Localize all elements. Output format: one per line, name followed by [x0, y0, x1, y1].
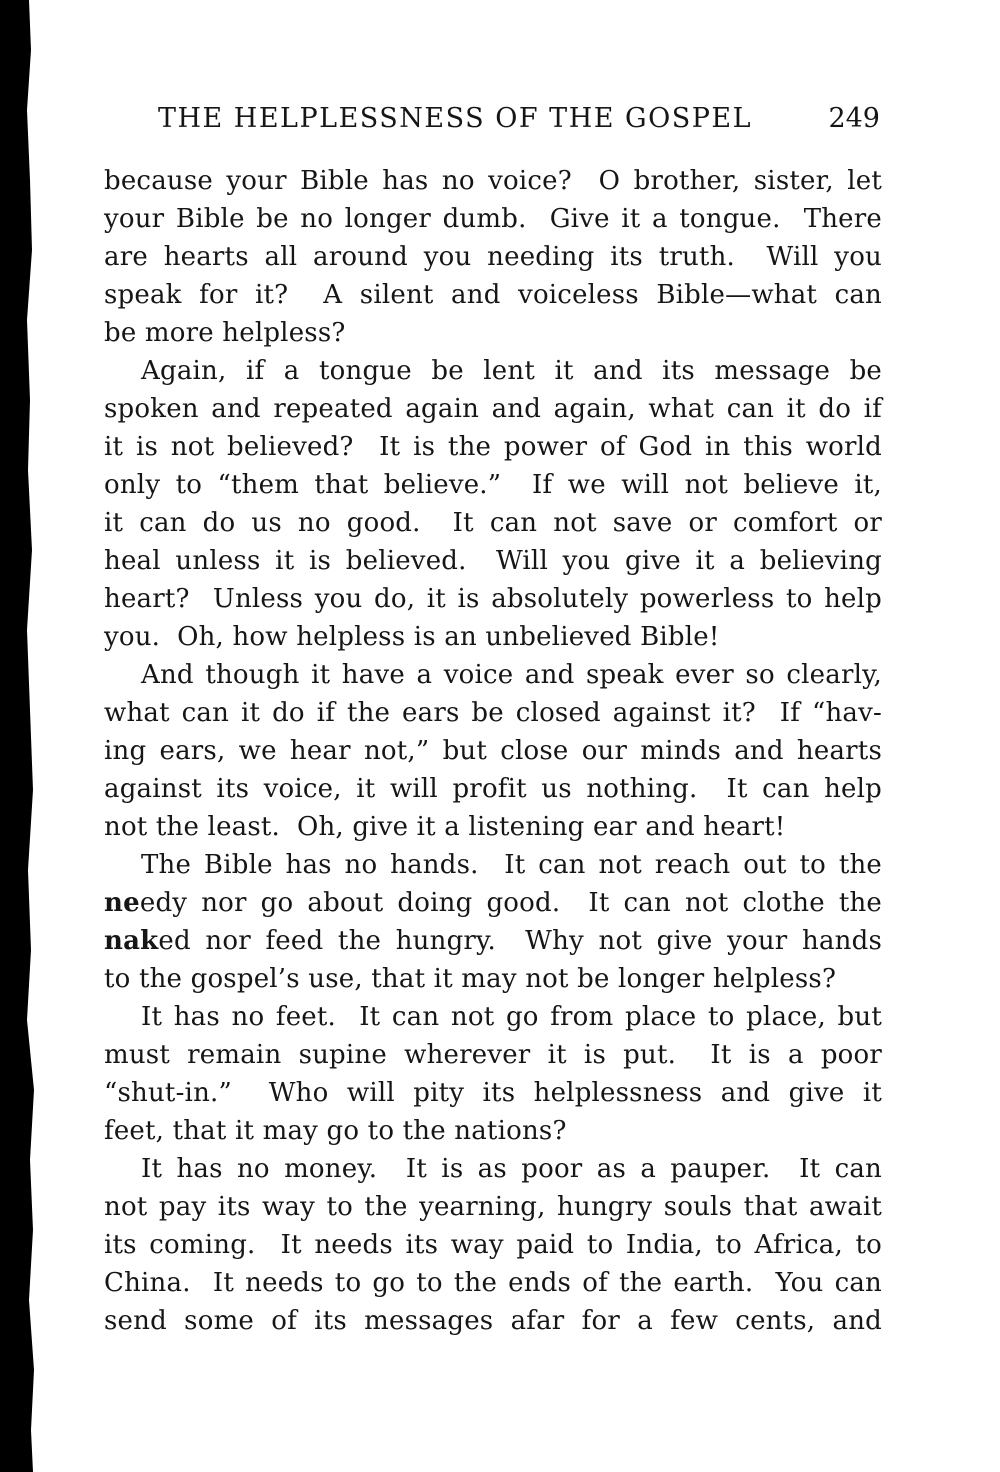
- text-line: not pay its way to the yearning, hungry souls that await: [104, 1192, 882, 1222]
- text-line: The Bible has no hands. It can not reach out to the: [141, 850, 882, 880]
- text-line: speak for it? A silent and voiceless Bible—what can: [104, 280, 882, 310]
- text-line: because your Bible has no voice? O brother, sister, let: [104, 166, 882, 196]
- paragraph: [104, 352, 882, 656]
- paragraph: [104, 162, 882, 352]
- text-line: naked nor feed the hungry. Why not give your hands: [104, 926, 882, 956]
- text-line: feet, that it may go to the nations?: [104, 1116, 567, 1146]
- text-line: Again, if a tongue be lent it and its message be: [141, 356, 882, 386]
- text-line: it can do us no good. It can not save or comfort or: [104, 508, 882, 538]
- text-line: “shut-in.” Who will pity its helplessness and give it: [104, 1078, 882, 1108]
- paragraph: [104, 846, 882, 998]
- text-line: spoken and repeated again and again, what can it do if: [104, 394, 882, 424]
- text-line: heart? Unless you do, it is absolutely powerless to help: [104, 584, 882, 614]
- text-line: It has no feet. It can not go from place to place, but: [141, 1002, 882, 1032]
- page-number: 249: [828, 103, 880, 134]
- text-line: it is not believed? It is the power of God in this world: [104, 432, 882, 462]
- text-line: what can it do if the ears be closed against it? If “hav-: [104, 698, 882, 728]
- text-line: It has no money. It is as poor as a pauper. It can: [141, 1154, 882, 1184]
- text-line: only to “them that believe.” If we will not believe it,: [104, 470, 882, 500]
- book-page: [104, 102, 882, 1340]
- text-line: And though it have a voice and speak ever so clearly,: [141, 660, 882, 690]
- paragraph: [104, 656, 882, 846]
- text-line: heal unless it is believed. Will you give it a believing: [104, 546, 882, 576]
- text-line: against its voice, it will profit us nothing. It can help: [104, 774, 882, 804]
- text-line: needy nor go about doing good. It can not clothe the: [104, 888, 882, 918]
- text-line: your Bible be no longer dumb. Give it a tongue. There: [104, 204, 882, 234]
- text-line: send some of its messages afar for a few cents, and: [104, 1306, 882, 1336]
- text-line: ing ears, we hear not,” but close our minds and hearts: [104, 736, 882, 766]
- scan-gutter: [0, 0, 40, 1472]
- text-line: to the gospel’s use, that it may not be longer helpless?: [104, 964, 837, 994]
- text-line: China. It needs to go to the ends of the earth. You can: [104, 1268, 882, 1298]
- text-line: you. Oh, how helpless is an unbelieved Bible!: [104, 622, 720, 652]
- text-line: be more helpless?: [104, 318, 346, 348]
- running-header: [104, 102, 882, 136]
- chapter-title: THE HELPLESSNESS OF THE GOSPEL: [157, 103, 753, 134]
- text-line: must remain supine wherever it is put. It is a poor: [104, 1040, 882, 1070]
- text-line: not the least. Oh, give it a listening ear and heart!: [104, 812, 786, 842]
- text-line: are hearts all around you needing its truth. Will you: [104, 242, 882, 272]
- text-line: its coming. It needs its way paid to India, to Africa, to: [104, 1230, 882, 1260]
- paragraph: [104, 998, 882, 1150]
- paragraph: [104, 1150, 882, 1340]
- page-body: [104, 162, 882, 1340]
